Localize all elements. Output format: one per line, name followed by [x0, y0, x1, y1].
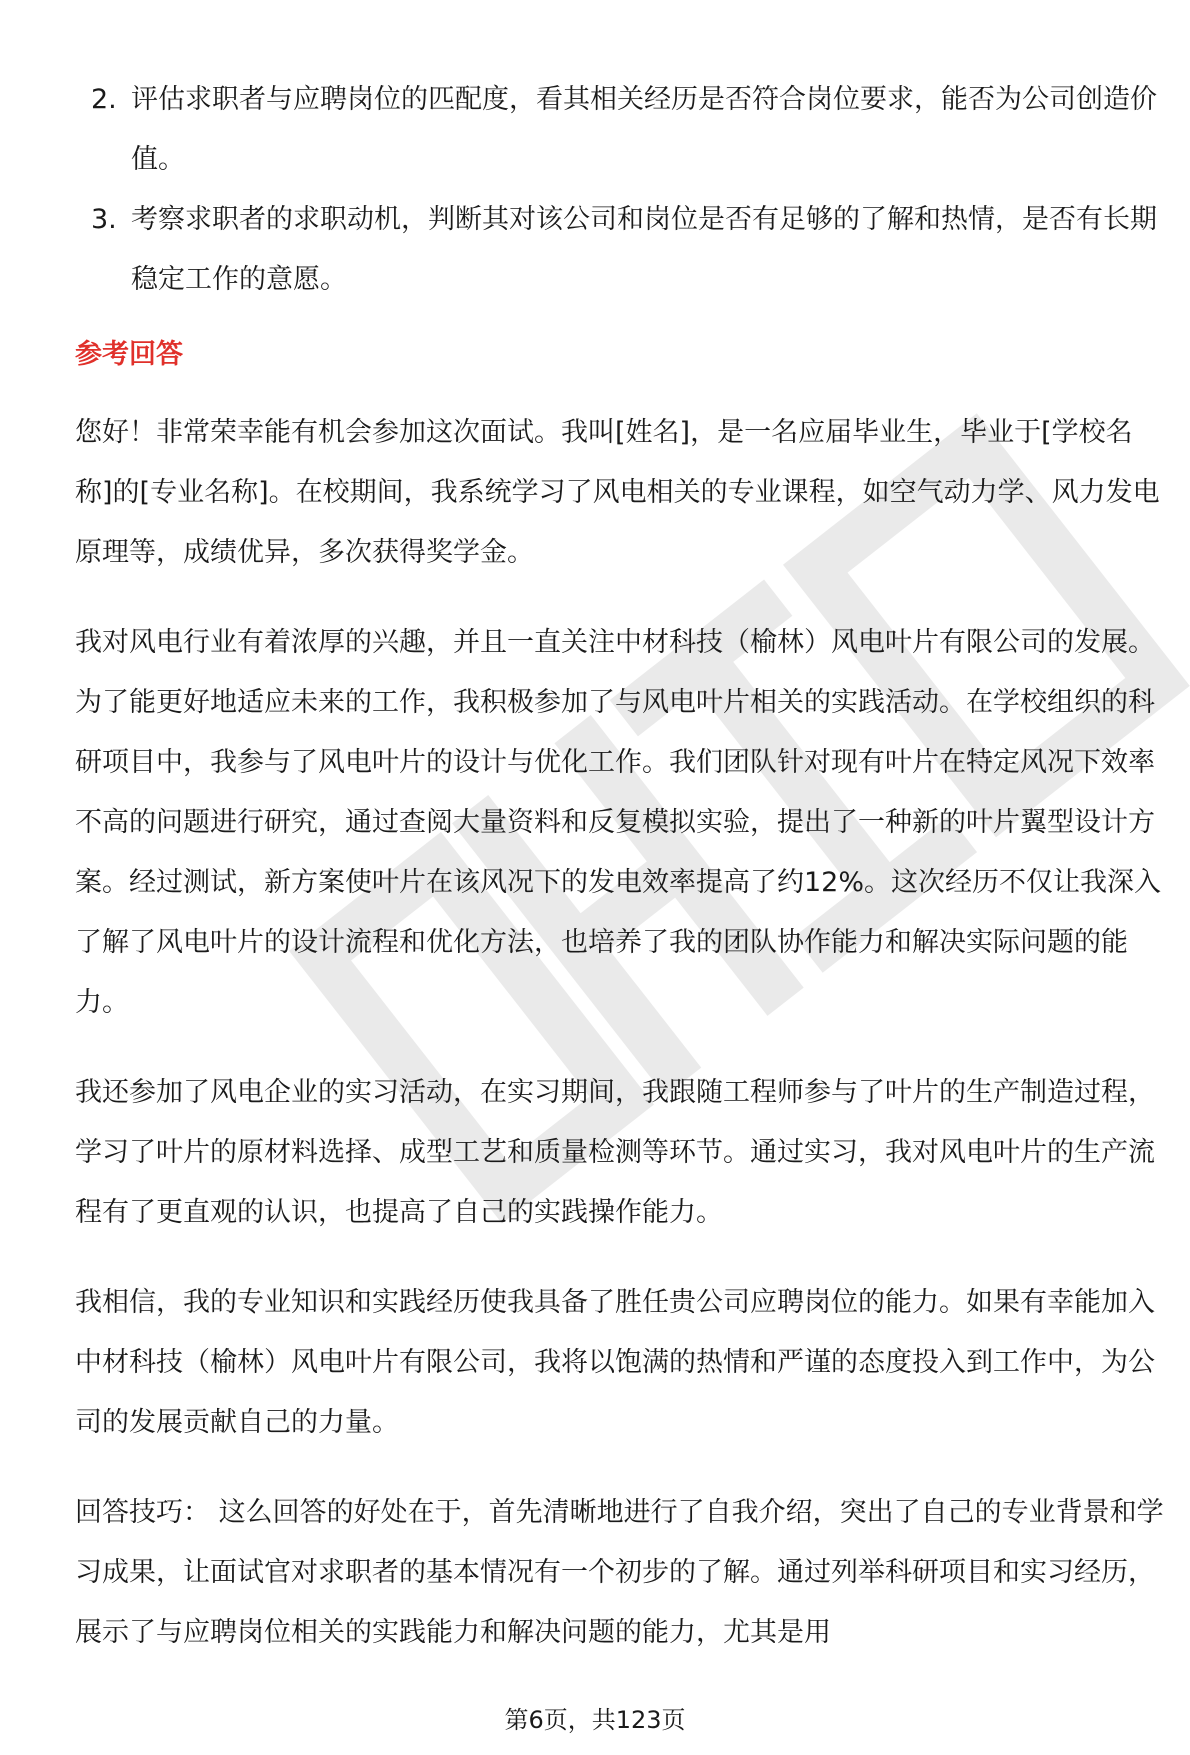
- list-number: 2.: [91, 84, 117, 115]
- tips-paragraph: 回答技巧： 这么回答的好处在于，首先清晰地进行了自我介绍，突出了自己的专业背景和学习成果，让面试官对求职者的基本情况有一个初步的了解。通过列举科研项目和实习经历，展示了与应聘岗位相关的实践能力和解决问题的能力，尤其是用: [75, 1497, 1164, 1648]
- list-item-text: 评估求职者与应聘岗位的匹配度，看其相关经历是否符合岗位要求，能否为公司创造价值。: [131, 84, 1157, 175]
- list-item-text: 考察求职者的求职动机，判断其对该公司和岗位是否有足够的了解和热情，是否有长期稳定工作的意愿。: [131, 204, 1157, 295]
- list-number: 3.: [91, 204, 117, 235]
- page-footer: 第6页，共123页: [504, 1706, 686, 1734]
- answer-paragraph: 我还参加了风电企业的实习活动，在实习期间，我跟随工程师参与了叶片的生产制造过程，学习了叶片的原材料选择、成型工艺和质量检测等环节。通过实习，我对风电叶片的生产流程有了更直观的认识，也提高了自己的实践操作能力。: [75, 1077, 1155, 1228]
- list-item: [75, 190, 1165, 310]
- list-item: [75, 70, 1165, 190]
- answer-paragraph: 您好！非常荣幸能有机会参加这次面试。我叫[姓名]，是一名应届毕业生，毕业于[学校名称]的[专业名称]。在校期间，我系统学习了风电相关的专业课程，如空气动力学、风力发电原理等，成绩优异，多次获得奖学金。: [75, 417, 1160, 568]
- answer-paragraph: 我相信，我的专业知识和实践经历使我具备了胜任贵公司应聘岗位的能力。如果有幸能加入中材科技（榆林）风电叶片有限公司，我将以饱满的热情和严谨的态度投入到工作中，为公司的发展贡献自己的力量。: [75, 1287, 1155, 1438]
- answer-paragraph: 我对风电行业有着浓厚的兴趣，并且一直关注中材科技（榆林）风电叶片有限公司的发展。为了能更好地适应未来的工作，我积极参加了与风电叶片相关的实践活动。在学校组织的科研项目中，我参与了风电叶片的设计与优化工作。我们团队针对现有叶片在特定风况下效率不高的问题进行研究，通过查阅大量资料和反复模拟实验，提出了一种新的叶片翼型设计方案。经过测试，新方案使叶片在该风况下的发电效率提高了约12%。这次经历不仅让我深入了解了风电叶片的设计流程和优化方法，也培养了我的团队协作能力和解决实际问题的能力。: [75, 627, 1162, 1018]
- section-heading: 参考回答: [75, 339, 183, 370]
- main-content: [75, 70, 1165, 1693]
